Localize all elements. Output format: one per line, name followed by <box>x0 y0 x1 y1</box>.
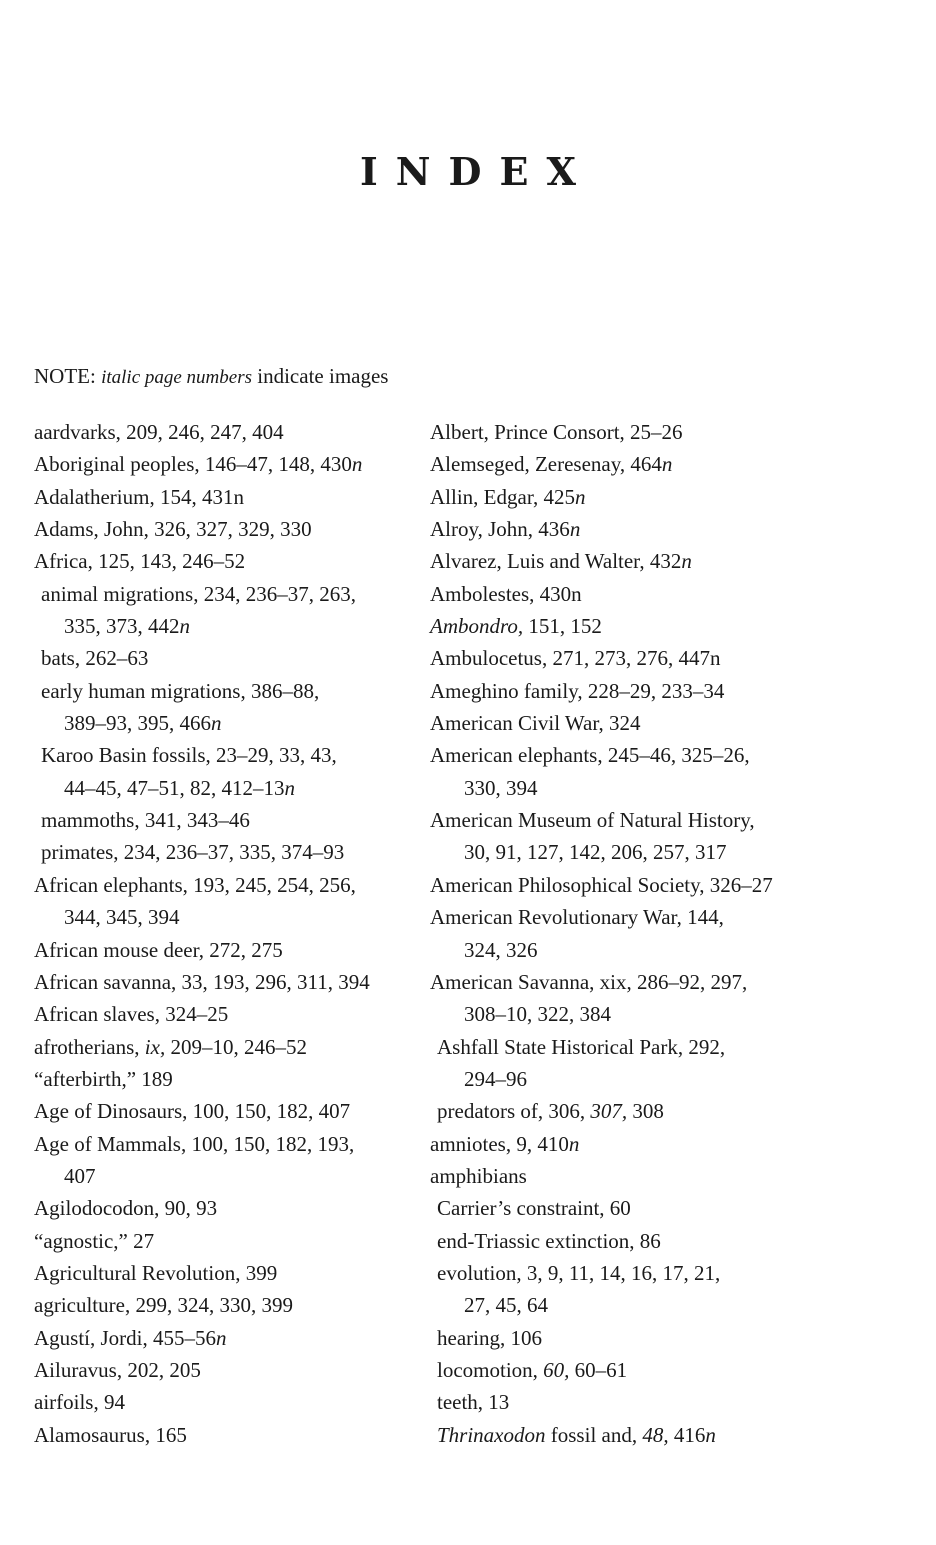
index-entry <box>34 481 414 513</box>
entry-text: 308 <box>627 1099 664 1124</box>
entry-text: Karoo Basin fossils, 23–29, 33, 43, <box>41 743 337 768</box>
index-entry <box>430 804 830 836</box>
entry-text: African elephants, 193, 245, 254, 256, <box>34 872 356 897</box>
index-entry <box>430 869 830 901</box>
index-entry-continuation <box>430 1063 830 1095</box>
index-entry <box>430 416 830 448</box>
index-entry-continuation <box>430 772 830 804</box>
entry-text: ix, <box>144 1034 166 1059</box>
index-entry <box>430 901 830 933</box>
note-italic-text: italic page numbers <box>101 367 253 388</box>
entry-text: Ambolestes, 430n <box>430 581 582 606</box>
index-entry-continuation <box>430 836 830 868</box>
index-entry <box>430 642 830 674</box>
index-entry <box>34 1419 414 1451</box>
entry-text: mammoths, 341, 343–46 <box>41 808 250 833</box>
entry-text: 30, 91, 127, 142, 206, 257, 317 <box>464 840 727 865</box>
index-entry <box>34 545 414 577</box>
entry-text: Age of Mammals, 100, 150, 182, 193, <box>34 1131 355 1156</box>
index-entry <box>34 1322 414 1354</box>
entry-text: American Revolutionary War, 144, <box>430 905 724 930</box>
entry-text: 209–10, 246–52 <box>165 1034 307 1059</box>
entry-text: n <box>211 711 222 736</box>
index-entry <box>430 481 830 513</box>
entry-text: airfoils, 94 <box>34 1390 125 1415</box>
entry-text: primates, 234, 236–37, 335, 374–93 <box>41 840 345 865</box>
entry-text: “agnostic,” 27 <box>34 1228 155 1253</box>
index-entry-continuation <box>34 610 414 642</box>
entry-text: Agustí, Jordi, 455–56 <box>34 1325 217 1350</box>
note-label: NOTE: <box>34 364 102 388</box>
index-subentry <box>430 1386 830 1418</box>
entry-text: African slaves, 324–25 <box>34 1002 229 1027</box>
index-entry <box>34 934 414 966</box>
entry-text: Adams, John, 326, 327, 329, 330 <box>34 517 312 542</box>
entry-text: Alvarez, Luis and Walter, 432 <box>430 549 682 574</box>
entry-text: n <box>681 549 692 574</box>
entry-text: n <box>351 452 363 477</box>
index-entry <box>34 1289 414 1321</box>
entry-text: American elephants, 245–46, 325–26, <box>430 743 750 768</box>
entry-text: predators of, 306, <box>437 1099 591 1124</box>
entry-text: “afterbirth,” 189 <box>34 1066 173 1091</box>
entry-text: 308–10, 322, 384 <box>464 1002 611 1027</box>
index-entry <box>34 869 414 901</box>
entry-text: Ameghino family, 228–29, 233–34 <box>430 678 725 703</box>
entry-text: Age of Dinosaurs, 100, 150, 182, 407 <box>34 1099 351 1124</box>
entry-text: hearing, 106 <box>437 1325 542 1350</box>
entry-text: Agilodocodon, 90, 93 <box>34 1196 218 1221</box>
index-subentry <box>430 1322 830 1354</box>
entry-text: n <box>216 1325 227 1350</box>
entry-text: 335, 373, 442 <box>64 614 180 639</box>
index-entry <box>430 513 830 545</box>
index-entry-continuation <box>34 707 414 739</box>
index-entry-continuation <box>430 998 830 1030</box>
index-entry <box>430 610 830 642</box>
entry-text: Agricultural Revolution, 399 <box>34 1260 278 1285</box>
entry-text: Alamosaurus, 165 <box>34 1422 187 1447</box>
index-subentry <box>430 1031 830 1063</box>
index-subentry <box>430 1192 830 1224</box>
entry-text: agriculture, 299, 324, 330, 399 <box>34 1293 293 1318</box>
index-entry <box>34 1386 414 1418</box>
entry-text: n <box>179 614 190 639</box>
entry-text: American Philosophical Society, 326–27 <box>430 872 773 897</box>
entry-text: Adalatherium, 154, 431n <box>34 484 244 509</box>
entry-text: Africa, 125, 143, 246–52 <box>34 549 246 574</box>
entry-text: American Museum of Natural History, <box>430 808 755 833</box>
index-subentry <box>430 1095 830 1127</box>
index-entry-continuation <box>430 1289 830 1321</box>
index-subentry <box>430 1257 830 1289</box>
entry-text: Aboriginal peoples, 146–47, 148, 430 <box>34 452 352 477</box>
index-entry <box>34 1031 414 1063</box>
entry-text: 307, <box>590 1099 628 1124</box>
entry-text: 407 <box>64 1163 96 1188</box>
entry-text: American Civil War, 324 <box>430 711 641 736</box>
index-subentry <box>34 675 414 707</box>
index-column-right <box>430 416 830 1451</box>
entry-text: aardvarks, 209, 246, 247, 404 <box>34 420 284 444</box>
entry-text: evolution, 3, 9, 11, 14, 16, 17, 21, <box>437 1260 721 1285</box>
entry-text: teeth, 13 <box>437 1390 510 1415</box>
note-rest: indicate images <box>252 364 389 388</box>
index-entry <box>34 998 414 1030</box>
index-entry-continuation <box>34 1160 414 1192</box>
entry-text: Carrier’s constraint, 60 <box>437 1196 631 1221</box>
entry-text: Alroy, John, 436 <box>430 517 570 542</box>
entry-text: amphibians <box>430 1163 527 1188</box>
index-entry <box>34 448 414 480</box>
entry-text: n <box>569 517 581 542</box>
entry-text: African savanna, 33, 193, 296, 311, 394 <box>34 969 370 994</box>
index-note <box>34 362 388 392</box>
entry-text: locomotion, <box>437 1357 544 1382</box>
entry-text: 60, <box>543 1357 570 1382</box>
entry-text: Alemseged, Zeresenay, 464 <box>430 452 662 477</box>
index-entry <box>34 966 414 998</box>
index-entry <box>34 416 414 448</box>
entry-text: African mouse deer, 272, 275 <box>34 937 283 962</box>
entry-text: 294–96 <box>464 1066 527 1091</box>
entry-text: animal migrations, 234, 236–37, 263, <box>41 581 356 606</box>
entry-text: early human migrations, 386–88, <box>41 678 320 703</box>
index-subentry <box>34 642 414 674</box>
index-subentry <box>34 739 414 771</box>
index-entry <box>34 1354 414 1386</box>
entry-text: end-Triassic extinction, 86 <box>437 1228 661 1253</box>
entry-text: fossil and, <box>545 1422 643 1447</box>
entry-text: 48, <box>642 1422 669 1447</box>
index-entry-continuation <box>34 901 414 933</box>
index-entry <box>430 1160 830 1192</box>
index-entry <box>430 545 830 577</box>
index-entry <box>34 513 414 545</box>
entry-text: 330, 394 <box>464 775 538 800</box>
entry-text: Thrinaxodon <box>437 1422 546 1447</box>
entry-text: 44–45, 47–51, 82, 412–13 <box>64 775 285 800</box>
index-entry <box>430 448 830 480</box>
index-entry-continuation <box>34 772 414 804</box>
entry-text: n <box>284 775 295 800</box>
entry-text: Albert, Prince Consort, 25–26 <box>430 420 683 444</box>
entry-text: 60–61 <box>569 1357 628 1382</box>
index-column-left <box>34 416 414 1451</box>
entry-text: bats, 262–63 <box>41 646 149 671</box>
index-subentry <box>430 1225 830 1257</box>
index-entry <box>34 1063 414 1095</box>
index-subentry <box>430 1419 830 1451</box>
entry-text: 324, 326 <box>464 937 538 962</box>
index-subentry <box>430 1354 830 1386</box>
index-entry <box>34 1257 414 1289</box>
index-entry <box>430 707 830 739</box>
index-entry <box>430 966 830 998</box>
entry-text: n <box>661 452 673 477</box>
index-entry <box>430 739 830 771</box>
entry-text: 27, 45, 64 <box>464 1293 548 1318</box>
index-entry <box>34 1095 414 1127</box>
index-entry-continuation <box>430 934 830 966</box>
index-subentry <box>34 578 414 610</box>
entry-text: amniotes, 9, 410 <box>430 1131 569 1156</box>
entry-text: 416 <box>668 1422 706 1447</box>
entry-text: Allin, Edgar, 425 <box>430 484 575 509</box>
index-entry <box>34 1225 414 1257</box>
entry-text: afrotherians, <box>34 1034 145 1059</box>
index-entry <box>430 578 830 610</box>
entry-text: n <box>705 1422 716 1447</box>
entry-text: Ambondro, <box>430 614 524 639</box>
entry-text: Ailuravus, 202, 205 <box>34 1357 201 1382</box>
entry-text: 151, 152 <box>523 614 602 639</box>
entry-text: Ambulocetus, 271, 273, 276, 447n <box>430 646 721 671</box>
entry-text: American Savanna, xix, 286–92, 297, <box>430 969 748 994</box>
entry-text: Ashfall State Historical Park, 292, <box>437 1034 726 1059</box>
index-entry <box>34 1128 414 1160</box>
index-subentry <box>34 804 414 836</box>
index-entry <box>34 1192 414 1224</box>
entry-text: n <box>568 1131 580 1156</box>
index-subentry <box>34 836 414 868</box>
index-entry <box>430 675 830 707</box>
index-entry <box>430 1128 830 1160</box>
page-title: INDEX <box>360 149 594 194</box>
entry-text: 344, 345, 394 <box>64 905 180 930</box>
entry-text: 389–93, 395, 466 <box>64 711 211 736</box>
entry-text: n <box>574 484 586 509</box>
